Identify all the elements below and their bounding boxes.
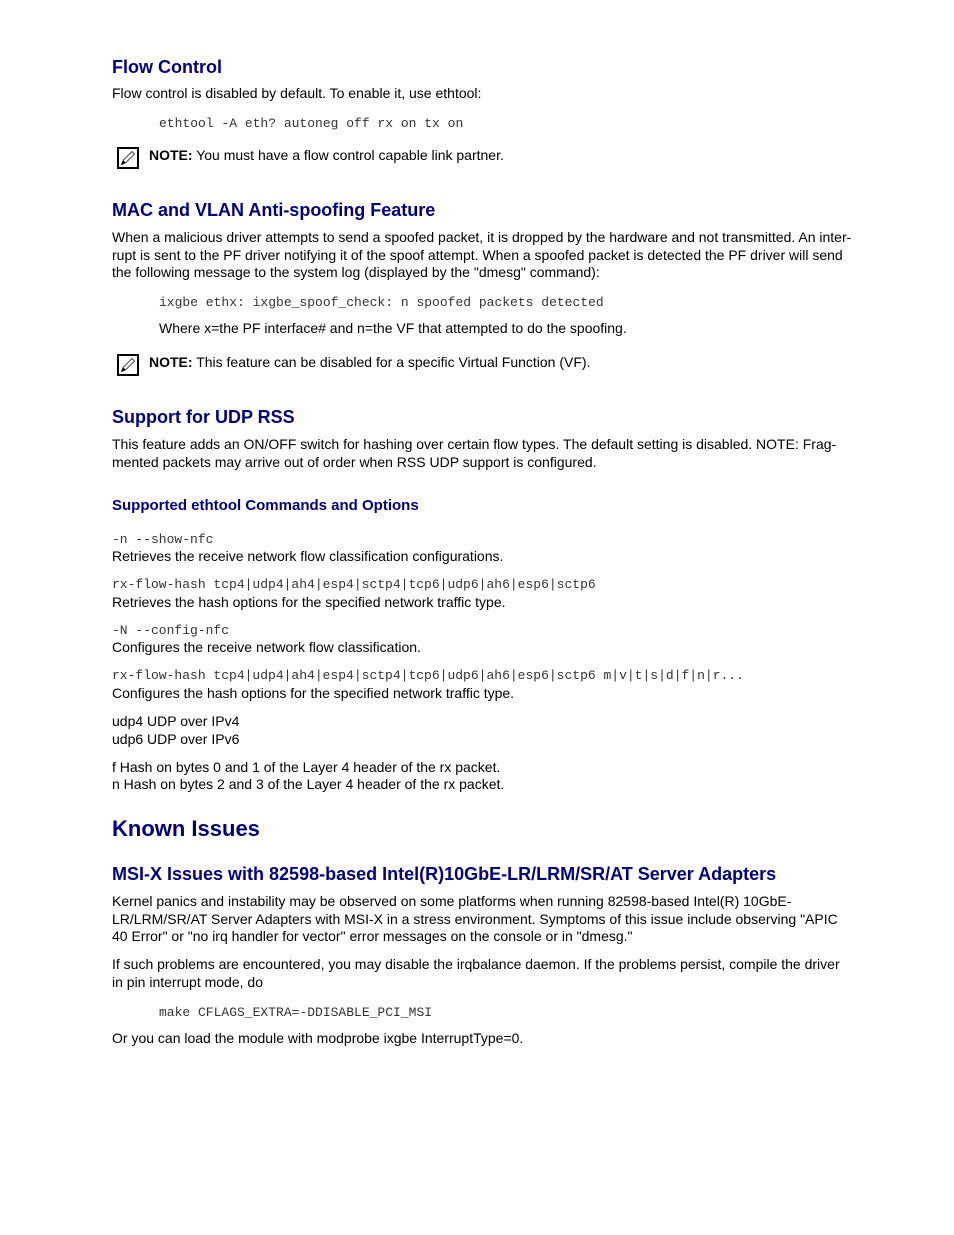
note-text xyxy=(149,354,590,371)
anti-spoof-line-3: the following message to the system log (displayed by the "dmesg" command): xyxy=(112,264,600,280)
anti-spoof-heading: MAC and VLAN Anti-spoofing Feature xyxy=(112,200,436,220)
make-command: make CFLAGS_EXTRA=-DDISABLE_PCI_MSI xyxy=(159,1005,433,1020)
option-description: Retrieves the hash options for the specified network traffic type. xyxy=(112,594,506,610)
udp-rss-line-1: This feature adds an ON/OFF switch for hashing over certain flow types. The default setting is disabled. NOTE: Frag- xyxy=(112,436,837,452)
option-command: rx-flow-hash tcp4|udp4|ah4|esp4|sctp4|tcp6|udp6|ah6|esp6|sctp6 xyxy=(112,577,596,592)
flow-control-intro: Flow control is disabled by default. To enable it, use ethtool: xyxy=(112,85,482,101)
flow-control-heading: Flow Control xyxy=(112,57,222,77)
spoof-log-message: ixgbe ethx: ixgbe_spoof_check: n spoofed packets detected xyxy=(159,295,604,310)
msix-p2-line-1: If such problems are encountered, you may disable the irqbalance daemon. If the problems persist, compile the driver xyxy=(112,956,840,972)
spoof-where-text: Where x=the PF interface# and n=the VF that attempted to do the spoofing. xyxy=(159,320,627,336)
pencil-note-icon xyxy=(117,354,139,376)
note-label: NOTE: xyxy=(149,354,193,370)
udp-rss-line-2: mented packets may arrive out of order when RSS UDP support is configured. xyxy=(112,454,597,470)
udp4-line: udp4 UDP over IPv4 xyxy=(112,713,240,729)
udp6-line: udp6 UDP over IPv6 xyxy=(112,731,240,747)
option-description: Retrieves the receive network flow classification configurations. xyxy=(112,548,504,564)
pencil-note-icon xyxy=(117,147,139,169)
udp-rss-heading: Support for UDP RSS xyxy=(112,407,295,427)
msix-issues-heading: MSI-X Issues with 82598-based Intel(R)10GbE-LR/LRM/SR/AT Server Adapters xyxy=(112,864,777,884)
note-body: This feature can be disabled for a specific Virtual Function (VF). xyxy=(192,354,591,370)
flow-control-command: ethtool -A eth? autoneg off rx on tx on xyxy=(159,116,464,131)
anti-spoof-note xyxy=(117,354,857,378)
anti-spoof-line-2: rupt is sent to the PF driver notifying it of the spoof attempt. When a spoofed packet is detected the PF driver will send xyxy=(112,247,843,263)
ethtool-options-subheading: Supported ethtool Commands and Options xyxy=(112,497,419,514)
msix-p1-line-3: 40 Error" or "no irq handler for vector" error messages on the console or in "dmesg." xyxy=(112,928,633,944)
msix-p2-line-2: in pin interrupt mode, do xyxy=(112,974,263,990)
n-hash-line: n Hash on bytes 2 and 3 of the Layer 4 header of the rx packet. xyxy=(112,776,505,792)
modprobe-text: Or you can load the module with modprobe ixgbe InterruptType=0. xyxy=(112,1030,524,1046)
option-command: -N --config-nfc xyxy=(112,623,230,638)
flow-control-note xyxy=(117,147,857,171)
option-command: rx-flow-hash tcp4|udp4|ah4|esp4|sctp4|tcp6|udp6|ah6|esp6|sctp6 m|v|t|s|d|f|n|r... xyxy=(112,668,744,683)
msix-p1-line-2: LR/LRM/SR/AT Server Adapters with MSI-X in a stress environment. Symptoms of this issue include observing "APIC xyxy=(112,911,838,927)
anti-spoof-line-1: When a malicious driver attempts to send a spoofed packet, it is dropped by the hardware and not transmitted. An inter- xyxy=(112,229,852,245)
known-issues-heading: Known Issues xyxy=(112,816,260,841)
note-text xyxy=(149,147,504,164)
note-label: NOTE: xyxy=(149,147,193,163)
note-body: You must have a flow control capable link partner. xyxy=(192,147,504,163)
option-description: Configures the hash options for the specified network traffic type. xyxy=(112,685,515,701)
f-hash-line: f Hash on bytes 0 and 1 of the Layer 4 header of the rx packet. xyxy=(112,759,501,775)
option-description: Configures the receive network flow classification. xyxy=(112,639,421,655)
msix-p1-line-1: Kernel panics and instability may be observed on some platforms when running 82598-based Intel(R) 10GbE- xyxy=(112,893,792,909)
option-command: -n --show-nfc xyxy=(112,532,214,547)
